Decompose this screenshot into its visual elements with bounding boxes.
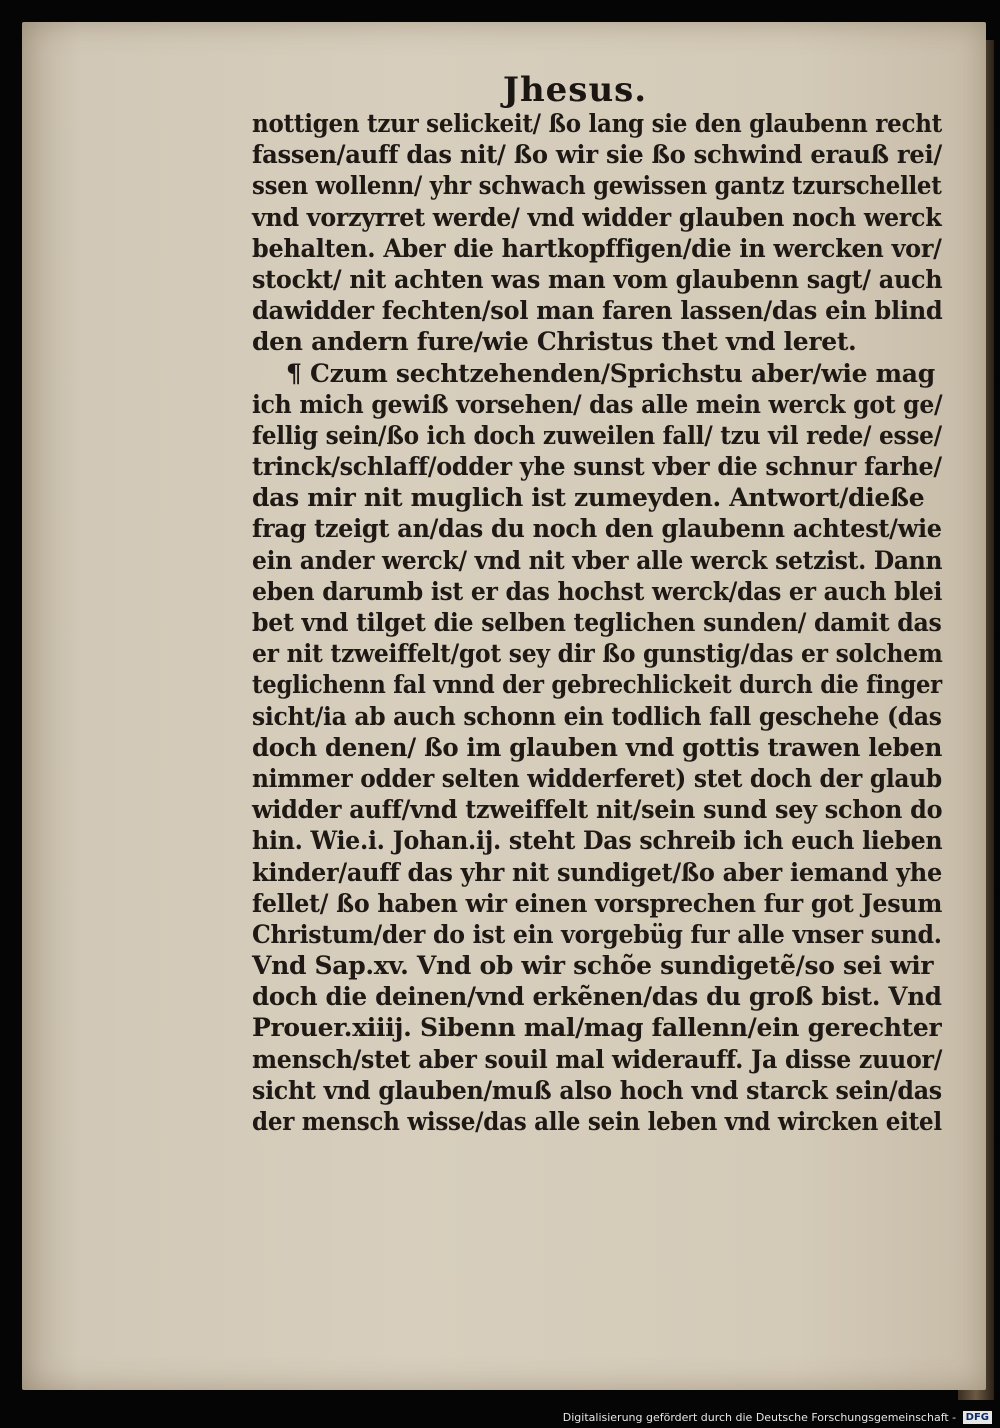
dfg-logo: DFG <box>963 1411 992 1424</box>
text-line: teglichenn fal vnnd der gebrechlickeit durch die finger <box>252 670 942 700</box>
text-line: nottigen tzur selickeit/ ßo lang sie den glaubenn recht <box>252 109 943 138</box>
text-line: eben darumb ist er das hochst werck/das er auch blei <box>252 576 943 606</box>
text-line: Vnd Sap.xv. Vnd ob wir schõe sundigetẽ/so sei wir <box>252 951 934 981</box>
text-line: das mir nit muglich ist zumeyden. Antwort/dieße <box>252 483 925 513</box>
text-line: den andern fure/wie Christus thet vnd leret. <box>252 327 857 357</box>
text-line: fellet/ ßo haben wir einen vorsprechen fur got Jesum <box>252 888 943 918</box>
text-line: stockt/ nit achten was man vom glaubenn sagt/ auch <box>252 264 943 294</box>
text-line: Prouer.xiiij. Sibenn mal/mag fallenn/ein gerechter <box>252 1013 942 1043</box>
digitization-credit <box>563 1411 992 1425</box>
text-line: sicht vnd glauben/muß also hoch vnd starck sein/das <box>252 1075 942 1105</box>
text-line: sicht/ia ab auch schonn ein todlich fall geschehe (das <box>252 701 942 731</box>
text-line: ich mich gewiß vorsehen/ das alle mein werck got ge/ <box>252 389 943 419</box>
text-line: frag tzeigt an/das du noch den glaubenn achtest/wie <box>252 514 942 544</box>
text-line: Christum/der do ist ein vorgebüg fur alle vnser sund. <box>252 919 942 949</box>
text-line: fellig sein/ßo ich doch zuweilen fall/ tzu vil rede/ esse/ <box>252 420 942 450</box>
text-line: ssen wollenn/ yhr schwach gewissen gantz tzurschellet <box>252 171 942 201</box>
text-line: hin. Wie.i. Johan.ij. steht Das schreib ich euch lieben <box>252 826 943 856</box>
credit-text: Digitalisierung gefördert durch die Deutsche Forschungsgemeinschaft - <box>562 1410 957 1424</box>
text-line: vnd vorzyrret werde/ vnd widder glauben noch werck <box>252 202 942 232</box>
text-line: fassen/auff das nit/ ßo wir sie ßo schwind erauß rei/ <box>252 140 942 170</box>
text-line: der mensch wisse/das alle sein leben vnd wircken eitel <box>252 1107 942 1136</box>
text-line: ¶ Czum sechtzehenden/Sprichstu aber/wie mag <box>286 358 935 388</box>
text-line: behalten. Aber die hartkopffigen/die in wercken vor/ <box>252 233 942 263</box>
text-line: dawidder fechten/sol man faren lassen/das ein blind <box>252 296 943 326</box>
running-head: Jhesus. <box>502 70 648 110</box>
text-line: er nit tzweiffelt/got sey dir ßo gunstig/das er solchem <box>252 639 943 669</box>
text-block <box>252 108 942 1137</box>
text-line: bet vnd tilget die selben teglichen sunden/ damit das <box>252 608 942 637</box>
text-line: doch die deinen/vnd erkẽnen/das du groß bist. Vnd <box>252 982 942 1012</box>
text-line: ein ander werck/ vnd nit vber alle werck setzist. Dann <box>252 545 943 575</box>
text-line: nimmer odder selten widderferet) stet doch der glaub <box>252 763 942 793</box>
text-line: widder auff/vnd tzweiffelt nit/sein sund sey schon do <box>252 795 943 825</box>
text-line: doch denen/ ßo im glauben vnd gottis trawen leben <box>252 732 943 762</box>
text-line: trinck/schlaff/odder yhe sunst vber die schnur farhe/ <box>252 452 942 482</box>
text-line: mensch/stet aber souil mal widerauff. Ja disse zuuor/ <box>252 1044 943 1074</box>
text-line: kinder/auff das yhr nit sundiget/ßo aber iemand yhe <box>252 857 943 887</box>
